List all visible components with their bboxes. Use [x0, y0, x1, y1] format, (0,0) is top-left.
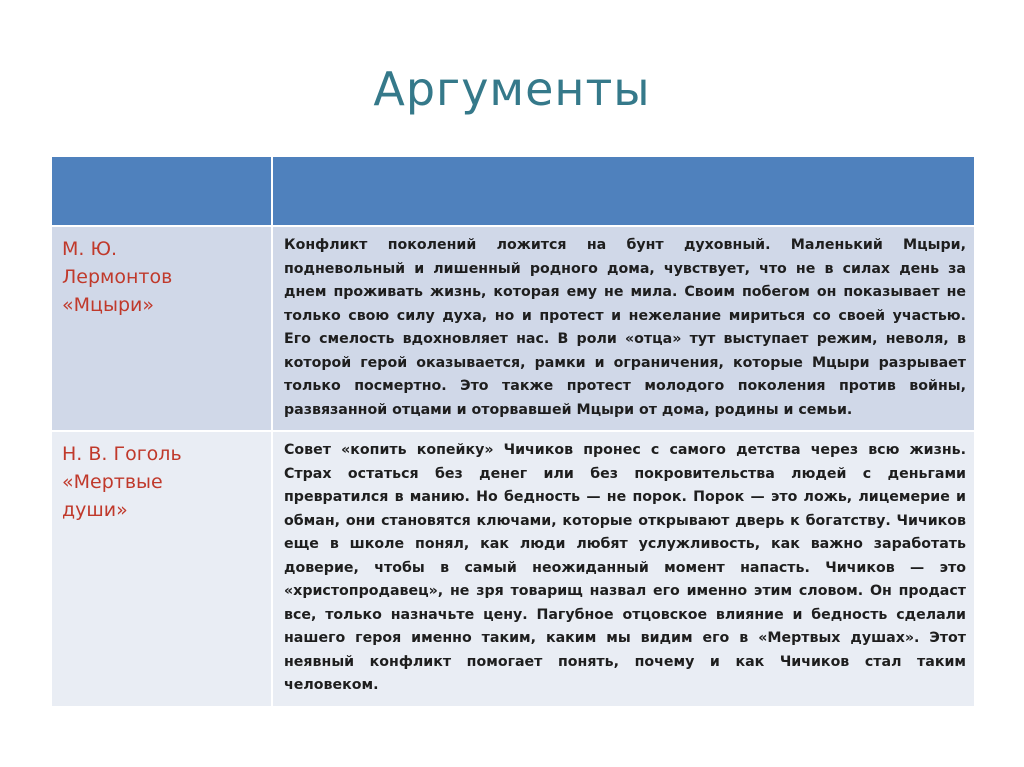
arguments-table [50, 155, 976, 708]
work-title: «Мертвые [62, 471, 163, 493]
author-cell [51, 226, 272, 431]
header-cell-author [51, 156, 272, 226]
work-title: души» [62, 499, 128, 521]
table-row [51, 431, 975, 707]
author-line: М. Ю. [62, 238, 118, 260]
table-row [51, 226, 975, 431]
author-cell [51, 431, 272, 707]
slide-title: Аргументы [373, 62, 651, 116]
argument-text: Совет «копить копейку» Чичиков пронес с самого детства через всю жизнь. Страх остаться без денег или без покровительства людей с деньгами превратился в манию. Но бедность — не порок. Порок — это ложь, лицемерие и обман, они становятся ключами, которые открывают дверь к богатству. Чичиков еще в школе понял, как люди любят услужливость, как важно заработать доверие, чтобы в самый неожиданный момент напасть. Чичиков — это «христопродавец», не зря товарищ назвал его именно этим словом. Он продаст все, только назначьте цену. Пагубное отцовское влияние и бедность сделали нашего героя именно таким, каким мы видим его в «Мертвых душах». Этот неявный конфликт помогает понять, почему и как Чичиков стал таким человеком. [272, 431, 975, 707]
argument-text: Конфликт поколений ложится на бунт духовный. Маленький Мцыри, подневольный и лишенный родного дома, чувствует, что не в силах день за днем проживать жизнь, которая ему не мила. Своим побегом он показывает не только свою силу духа, но и протест и нежелание мириться со своей участью. Его смелость вдохновляет нас. В роли «отца» тут выступает режим, неволя, в которой герой оказывается, рамки и ограничения, которые Мцыри разрывает только посмертно. Это также протест молодого поколения против войны, развязанной отцами и оторвавшей Мцыри от дома, родины и семьи. [272, 226, 975, 431]
work-title: «Мцыри» [62, 294, 154, 316]
author-line: Лермонтов [62, 266, 173, 288]
header-cell-text [272, 156, 975, 226]
table-header-row [51, 156, 975, 226]
author-line: Н. В. Гоголь [62, 443, 182, 465]
